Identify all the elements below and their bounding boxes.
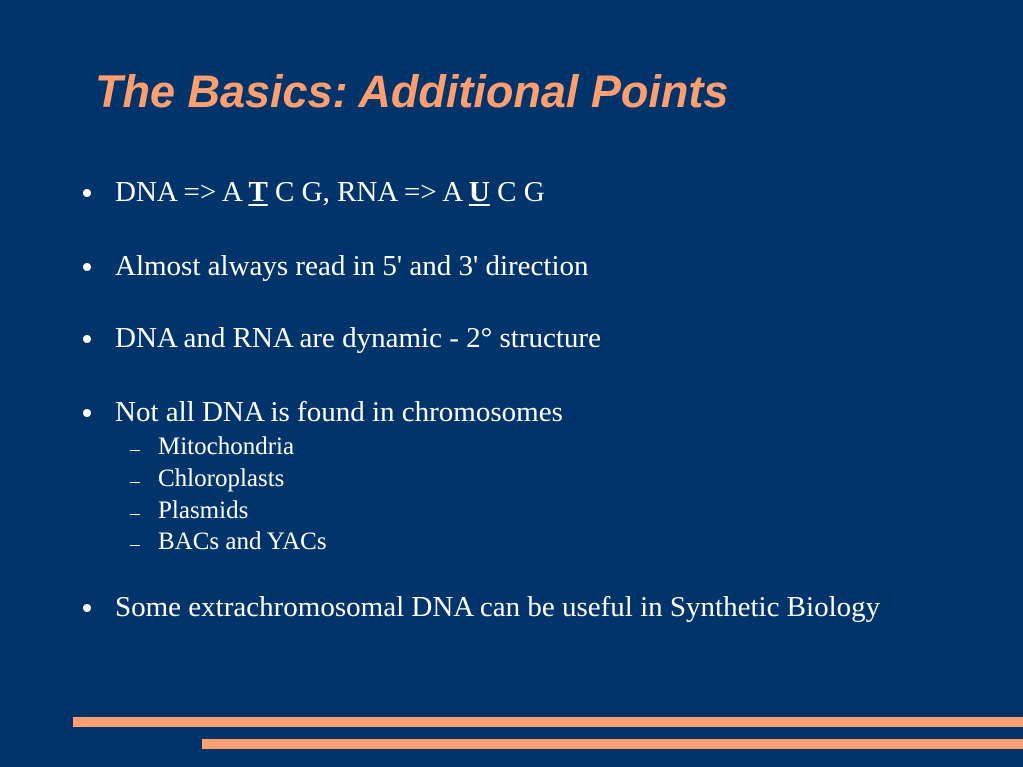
bullet-text (115, 248, 995, 284)
decorative-bar-bottom (202, 739, 1023, 749)
dash-icon (130, 482, 140, 483)
bullet-dot-icon (83, 604, 91, 612)
bullet-dot-icon (83, 189, 91, 197)
dash-icon (130, 545, 140, 546)
dash-icon (130, 450, 140, 451)
sub-item-label: BACs and YACs (158, 528, 327, 555)
bullet-text-pre: DNA => A (115, 176, 249, 208)
sub-item-label: Chloroplasts (158, 465, 285, 492)
bullet-text-mid: C G, RNA => A (267, 176, 469, 208)
thymine-highlight: T (248, 176, 268, 208)
bullet-line: Almost always read in 5' and 3' direction (115, 250, 589, 282)
sub-item-label: Mitochondria (158, 433, 295, 460)
bullet-dot-icon (83, 409, 91, 417)
decorative-bar-top (73, 717, 1023, 727)
bullet-text-post: C G (489, 176, 545, 208)
bullet-line: Not all DNA is found in chromosomes (115, 396, 563, 428)
bullet-text (115, 174, 995, 210)
bullet-text: Some extrachromosomal DNA can be useful in Synthetic Biology (115, 591, 881, 623)
uracil-highlight: U (468, 176, 490, 208)
bullet-text (115, 394, 995, 430)
bullet-dot-icon (83, 263, 91, 271)
bullet-line: DNA and RNA are dynamic - 2° structure (115, 322, 601, 354)
dash-icon (130, 514, 140, 515)
slide-title: The Basics: Additional Points (95, 66, 729, 117)
bullet-text (115, 320, 995, 356)
bullet-dot-icon (83, 335, 91, 343)
sub-item-label: Plasmids (158, 497, 249, 524)
bullet-line (115, 176, 545, 208)
